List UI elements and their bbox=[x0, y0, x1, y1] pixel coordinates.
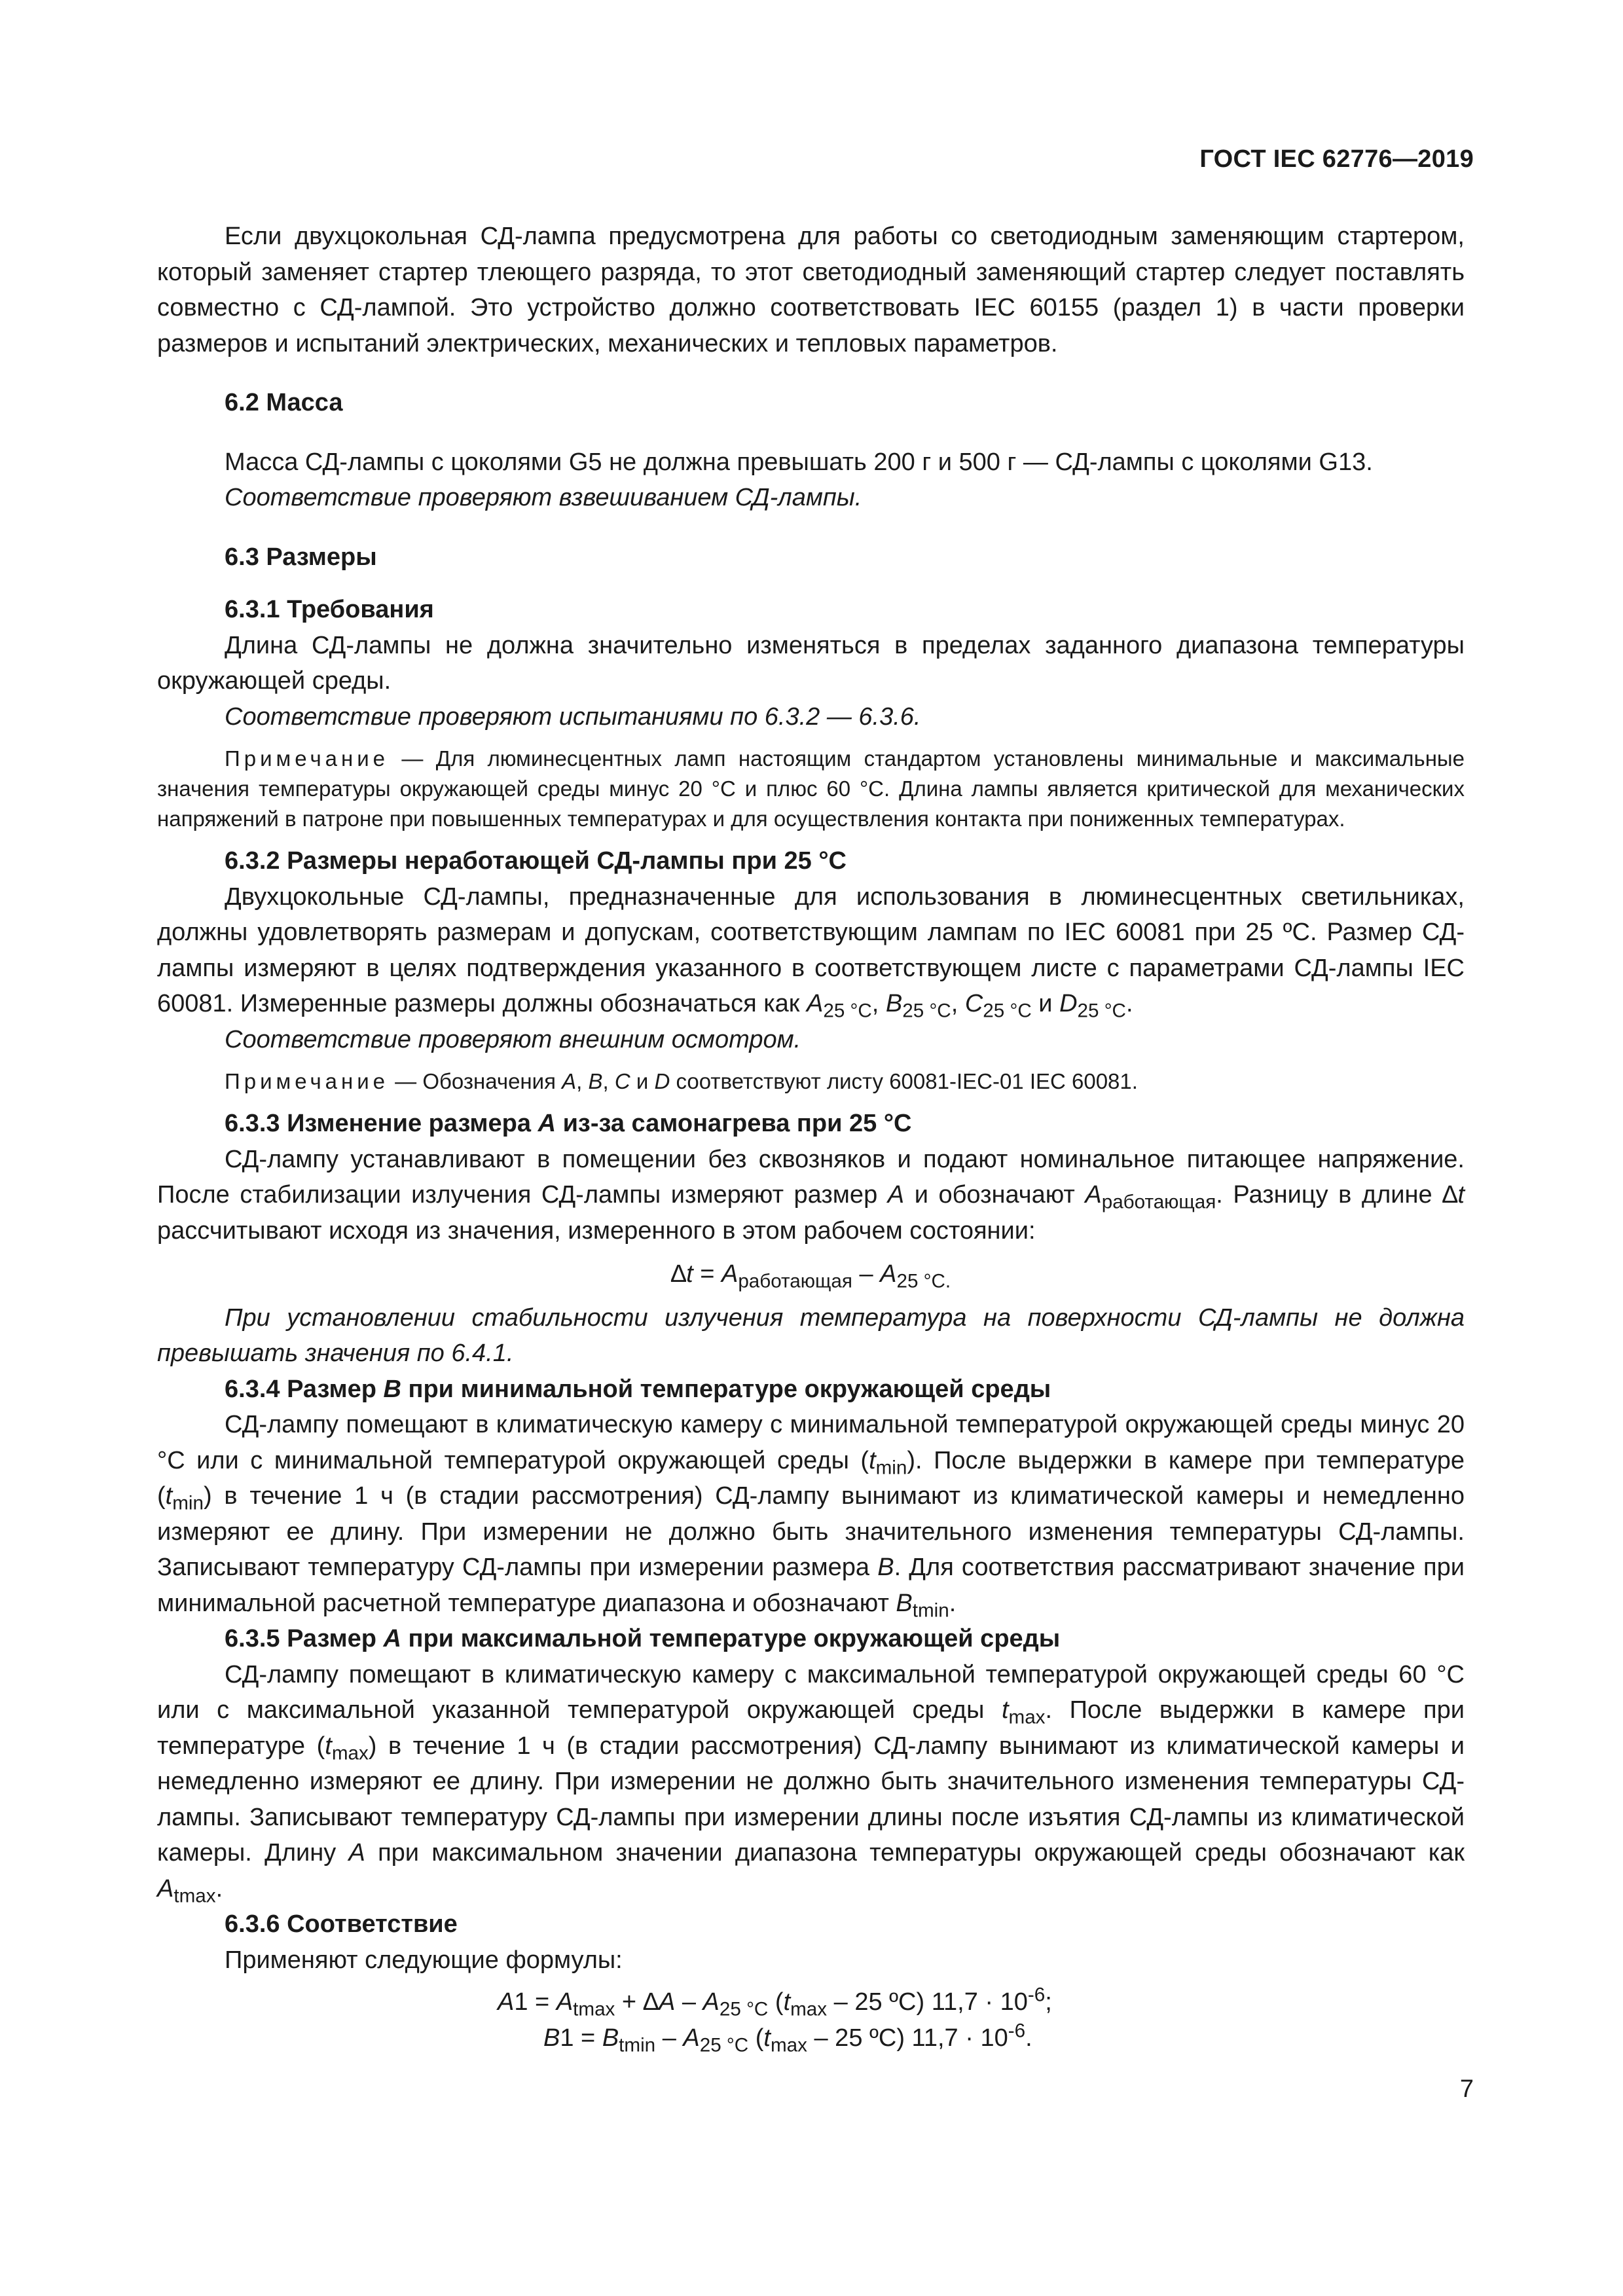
heading-part: из-за самонагрева при 25 °С bbox=[556, 1110, 912, 1137]
var-a: A bbox=[807, 990, 824, 1017]
var-a: A bbox=[498, 1988, 515, 2016]
note-text-end: соответствуют листу 60081-IEC-01 IEC 60081. bbox=[670, 1069, 1138, 1093]
var-t: t bbox=[1457, 1181, 1465, 1209]
lhs-rest: 1 = bbox=[514, 1988, 556, 2016]
var-a: A bbox=[887, 1181, 905, 1209]
var-b: B bbox=[383, 1375, 401, 1403]
section-6-3-4-text bbox=[157, 1407, 1465, 1621]
and-word: и bbox=[630, 1069, 655, 1093]
section-6-3-2-heading: 6.3.2 Размеры неработающей СД-лампы при 25 °С bbox=[225, 847, 847, 875]
lhs-rest: 1 = bbox=[560, 2024, 602, 2052]
heading-part: 6.3.5 Размер bbox=[225, 1625, 384, 1652]
section-6-3-4-heading bbox=[157, 1372, 1465, 1408]
sub-max: max bbox=[770, 2034, 807, 2056]
var-b: B bbox=[896, 1589, 913, 1617]
sub-tmin: tmin bbox=[619, 2034, 656, 2056]
sub-25c: 25 °С bbox=[719, 1998, 769, 2020]
note-text: — Обозначения bbox=[389, 1069, 562, 1093]
section-6-3-3-compliance: При установлении стабильности излучения температура на поверхности СД-лампы не должна превышать значения по 6.4.1. bbox=[157, 1303, 1465, 1367]
note-label: Примечание bbox=[225, 746, 390, 771]
var-t: t bbox=[869, 1446, 876, 1474]
var-a: A bbox=[880, 1260, 897, 1288]
minus: – bbox=[675, 1988, 703, 2016]
section-6-3-6-heading: 6.3.6 Соответствие bbox=[225, 1910, 458, 1938]
equals: = bbox=[693, 1260, 721, 1288]
section-6-2-heading: 6.2 Масса bbox=[225, 389, 343, 416]
sub-working: работающая bbox=[738, 1270, 852, 1292]
var-t: t bbox=[686, 1260, 693, 1288]
period: . bbox=[215, 1874, 223, 1903]
minus: – bbox=[852, 1260, 881, 1288]
var-a: A bbox=[383, 1625, 401, 1652]
text-part: ) в течение 1 ч (в стадии рассмотрения) СД-лампу вынимают из климатической камеры и немедленно измеряют ее длину. При измерении не должно быть значительного изменения температуры СД-лампы. Записывают температуру СД-лампы при измерении размера bbox=[157, 1482, 1465, 1581]
formula-tail: – 25 ºС) 11,7 · 10 bbox=[807, 2024, 1008, 2052]
text-part: ) в течение 1 ч (в стадии рассмотрения) СД-лампу вынимают из климатической камеры и немедленно измеряют ее длину. При измерении не должно быть значительного изменения температуры СД-лампы. Записывают температуру СД-лампы при измерении длины после изъятия СД-лампы из климатической камеры. Длину bbox=[157, 1732, 1465, 1867]
text-part: рассчитывают исходя из значения, измеренного в этом рабочем состоянии: bbox=[157, 1216, 1036, 1245]
sub-max: max bbox=[1008, 1706, 1046, 1728]
text-part: и обозначают bbox=[904, 1181, 1085, 1209]
section-6-2-text: Масса СД-лампы с цоколями G5 не должна превышать 200 г и 500 г — СД-лампы с цоколями G13. bbox=[225, 448, 1373, 476]
text-part: . Разницу в длине ∆ bbox=[1216, 1181, 1458, 1209]
sub-25c-d: 25 °С bbox=[1077, 1000, 1126, 1022]
sub-min: min bbox=[875, 1457, 907, 1479]
var-a: A bbox=[157, 1874, 174, 1903]
minus: – bbox=[655, 2024, 684, 2052]
section-6-3-1-text: Длина СД-лампы не должна значительно изменяться в пределах заданного диапазона температуры окружающей среды. bbox=[157, 631, 1465, 695]
period: . bbox=[1025, 2024, 1032, 2052]
var-b: B bbox=[885, 990, 903, 1017]
var-t: t bbox=[1001, 1696, 1009, 1724]
var-a: A bbox=[348, 1839, 365, 1867]
delta: ∆ bbox=[670, 1260, 687, 1288]
heading-part: 6.3.4 Размер bbox=[225, 1375, 384, 1403]
sub-25c-a: 25 °С bbox=[823, 1000, 872, 1022]
var-t: t bbox=[783, 1988, 791, 2016]
var-b: B bbox=[877, 1554, 894, 1581]
var-b: B bbox=[602, 2024, 619, 2052]
sub-tmax: tmax bbox=[573, 1998, 615, 2020]
and-word: и bbox=[1031, 990, 1060, 1017]
paren-open: ( bbox=[768, 1988, 784, 2016]
page-number: 7 bbox=[1459, 2075, 1474, 2103]
sub-25c: 25 °С. bbox=[896, 1270, 951, 1292]
text-part: . После выдержки в камере при температуре ( bbox=[157, 1696, 1465, 1760]
exponent: -6 bbox=[1027, 1984, 1046, 2006]
sub-25c: 25 °С bbox=[699, 2034, 749, 2056]
sub-tmax: tmax bbox=[173, 1885, 216, 1907]
section-6-2-compliance: Соответствие проверяют взвешиванием СД-лампы. bbox=[225, 484, 862, 511]
comma: , bbox=[951, 990, 965, 1017]
var-a: A bbox=[562, 1069, 577, 1093]
section-6-3-3-text bbox=[157, 1142, 1465, 1249]
intro-paragraph: Если двухцокольная СД-лампа предусмотрена для работы со светодиодным заменяющим стартером, который заменяет стартер тлеющего разряда, то этот светодиодный заменяющий стартер следует поставлять совместно с СД-лампой. Это устройство должно соответствовать IEC 60155 (раздел 1) в части проверки размеров и испытаний электрических, механических и тепловых параметров. bbox=[157, 223, 1465, 357]
var-d: D bbox=[654, 1069, 670, 1093]
heading-part: при максимальной температуре окружающей среды bbox=[401, 1625, 1061, 1652]
section-6-3-1-heading: 6.3.1 Требования bbox=[225, 596, 434, 623]
sub-25c-c: 25 °С bbox=[983, 1000, 1032, 1022]
var-a: A bbox=[538, 1110, 556, 1137]
var-a: A bbox=[1085, 1181, 1102, 1209]
exponent: -6 bbox=[1008, 2019, 1026, 2041]
var-a: A bbox=[702, 1988, 720, 2016]
sub-tmin: tmin bbox=[912, 1599, 949, 1622]
comma: , bbox=[871, 990, 886, 1017]
var-t: t bbox=[763, 2024, 771, 2052]
var-b: B bbox=[588, 1069, 603, 1093]
section-6-3-5-heading bbox=[157, 1621, 1465, 1657]
var-b: B bbox=[543, 2024, 560, 2052]
var-t: t bbox=[325, 1732, 332, 1760]
text-part: СД-лампу устанавливают в помещении без сквозняков и подают номинальное питающее напряжение. После стабилизации излучения СД-лампы измеряют размер bbox=[157, 1145, 1465, 1209]
sub-max: max bbox=[331, 1742, 369, 1764]
section-6-3-2-body: Двухцокольные СД-лампы, предназначенные для использования в люминесцентных светильниках, должны удовлетворять размерам и допускам, соответствующим лампам по IEC 60081 при 25 ºС. Размер СД-лампы измеряют в целях подтверждения указанного в соответствующем листе с параметрами СД-лампы IEC 60081. Измеренные размеры должны обозначаться как bbox=[157, 883, 1465, 1017]
text-part: . Для соответствия рассматривают значение при минимальной расчетной температуре диапазона и обозначают bbox=[157, 1554, 1465, 1617]
heading-part: при минимальной температуре окружающей среды bbox=[401, 1375, 1051, 1403]
formula-tail: – 25 ºС) 11,7 · 10 bbox=[827, 1988, 1028, 2016]
section-6-3-5-text bbox=[157, 1657, 1465, 1907]
sub-min: min bbox=[172, 1492, 204, 1514]
heading-part: 6.3.3 Изменение размера bbox=[225, 1110, 538, 1137]
document-body bbox=[157, 219, 1465, 2056]
paren-open: ( bbox=[748, 2024, 764, 2052]
var-d: D bbox=[1059, 990, 1078, 1017]
text-part: СД-лампу помещают в климатическую камеру с максимальной температурой окружающей среды 60 °С или с максимальной указанной температурой окружающей среды bbox=[157, 1660, 1465, 1724]
var-c: C bbox=[614, 1069, 630, 1093]
note-text: — Для люминесцентных ламп настоящим стандартом установлены минимальные и максимальные значения температуры окружающей среды минус 20 °С и плюс 60 °С. Длина лампы является критической для механических напряжений в патроне при повышенных температурах и для осуществления контакта при пониженных температурах. bbox=[157, 746, 1465, 831]
section-6-3-2-compliance: Соответствие проверяют внешним осмотром. bbox=[225, 1025, 801, 1053]
section-6-3-3-heading bbox=[157, 1106, 1465, 1142]
var-a: A bbox=[556, 1988, 574, 2016]
period: . bbox=[949, 1589, 957, 1617]
var-c: C bbox=[964, 990, 983, 1017]
text-part: СД-лампу помещают в климатическую камеру с минимальной температурой окружающей среды минус 20 °С или с минимальной температурой окружающей среды ( bbox=[157, 1411, 1465, 1474]
semicolon: ; bbox=[1045, 1988, 1052, 2016]
section-6-3-1-note bbox=[157, 744, 1465, 834]
plus-delta: + ∆ bbox=[615, 1988, 659, 2016]
note-label: Примечание bbox=[225, 1069, 390, 1093]
section-6-3-heading: 6.3 Размеры bbox=[225, 543, 377, 571]
section-6-3-2-note: Примечание — Обозначения A, B, C и D соответствуют листу 60081-IEC-01 IEC 60081. bbox=[225, 1069, 1138, 1093]
section-6-3-1-compliance: Соответствие проверяют испытаниями по 6.3.2 — 6.3.6. bbox=[225, 702, 921, 731]
sub-max: max bbox=[790, 1998, 828, 2020]
formula-a1 bbox=[157, 1984, 1465, 2020]
section-6-3-6-text: Применяют следующие формулы: bbox=[225, 1946, 623, 1974]
var-a: A bbox=[658, 1988, 676, 2016]
text-part: ). После выдержки в камере при температуре ( bbox=[157, 1446, 1465, 1510]
sub-working: работающая bbox=[1101, 1191, 1216, 1213]
document-header: ГОСТ IEC 62776—2019 bbox=[1199, 145, 1474, 173]
formula-b1 bbox=[157, 2020, 1465, 2056]
period: . bbox=[1125, 990, 1133, 1017]
sub-25c-b: 25 °С bbox=[902, 1000, 951, 1022]
text-part: при максимальном значении диапазона температуры окружающей среды обозначают как bbox=[365, 1839, 1465, 1867]
var-a: A bbox=[721, 1260, 739, 1288]
formula-delta-t bbox=[157, 1256, 1465, 1292]
section-6-3-2-text bbox=[157, 879, 1465, 1022]
var-a: A bbox=[683, 2024, 700, 2052]
var-t: t bbox=[165, 1482, 173, 1510]
